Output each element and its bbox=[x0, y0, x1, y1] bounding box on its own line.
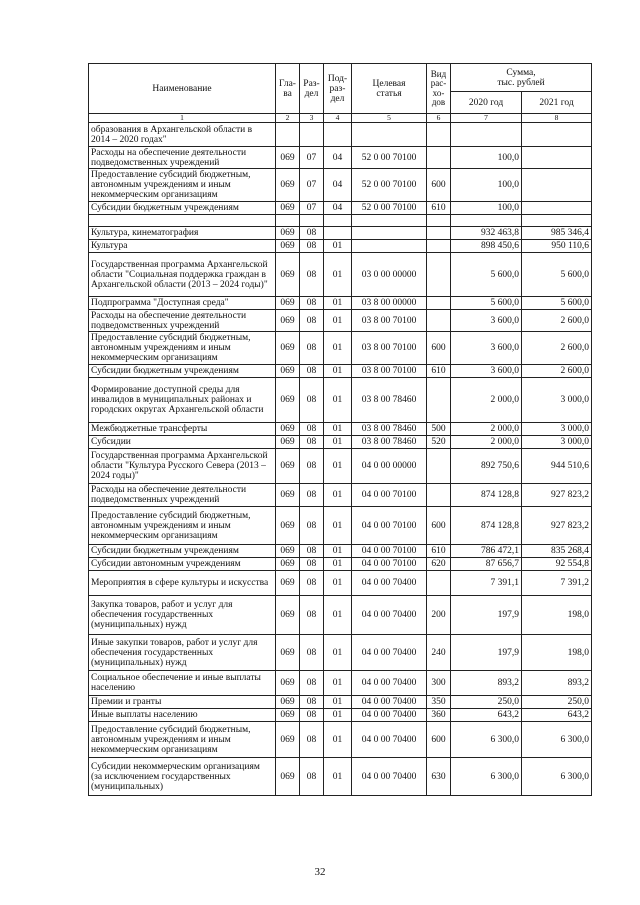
row-chapter: 069 bbox=[276, 507, 300, 545]
table-row bbox=[89, 758, 592, 796]
row-sum-2021 bbox=[522, 123, 592, 147]
row-expense-type: 600 bbox=[427, 722, 451, 758]
row-chapter: 069 bbox=[276, 240, 300, 253]
row-sum-2021: 7 391,2 bbox=[522, 571, 592, 596]
row-target-article bbox=[352, 227, 427, 240]
row-expense-type bbox=[427, 484, 451, 507]
row-subsection: 04 bbox=[324, 147, 352, 169]
row-expense-type: 600 bbox=[427, 169, 451, 202]
row-subsection bbox=[324, 215, 352, 227]
column-number: 2 bbox=[276, 114, 300, 123]
row-name: Субсидии бюджетным учреждениям bbox=[89, 545, 276, 558]
row-subsection bbox=[324, 123, 352, 147]
row-sum-2021: 927 823,2 bbox=[522, 507, 592, 545]
row-expense-type bbox=[427, 215, 451, 227]
row-name: Иные выплаты населению bbox=[89, 709, 276, 722]
row-target-article: 03 8 00 78460 bbox=[352, 378, 427, 423]
table-row bbox=[89, 436, 592, 449]
row-subsection: 04 bbox=[324, 202, 352, 215]
row-sum-2021: 985 346,4 bbox=[522, 227, 592, 240]
row-expense-type bbox=[427, 147, 451, 169]
row-chapter: 069 bbox=[276, 709, 300, 722]
row-sum-2020: 6 300,0 bbox=[451, 722, 522, 758]
row-expense-type bbox=[427, 310, 451, 332]
row-expense-type bbox=[427, 297, 451, 310]
row-sum-2020: 2 000,0 bbox=[451, 423, 522, 436]
row-name: Субсидии бюджетным учреждениям bbox=[89, 365, 276, 378]
row-expense-type bbox=[427, 253, 451, 297]
row-name: Межбюджетные трансферты bbox=[89, 423, 276, 436]
row-target-article: 04 0 00 70100 bbox=[352, 507, 427, 545]
row-chapter: 069 bbox=[276, 545, 300, 558]
row-sum-2021: 3 000,0 bbox=[522, 378, 592, 423]
row-subsection: 01 bbox=[324, 545, 352, 558]
row-section: 08 bbox=[300, 558, 324, 571]
row-expense-type bbox=[427, 378, 451, 423]
column-number: 7 bbox=[451, 114, 522, 123]
row-sum-2020: 3 600,0 bbox=[451, 310, 522, 332]
row-sum-2020: 197,9 bbox=[451, 635, 522, 671]
row-sum-2021: 250,0 bbox=[522, 696, 592, 709]
row-sum-2021: 6 300,0 bbox=[522, 722, 592, 758]
row-section: 08 bbox=[300, 722, 324, 758]
row-expense-type: 620 bbox=[427, 558, 451, 571]
row-section: 08 bbox=[300, 423, 324, 436]
row-sum-2021: 3 000,0 bbox=[522, 423, 592, 436]
row-section: 08 bbox=[300, 484, 324, 507]
row-name: Культура, кинематография bbox=[89, 227, 276, 240]
row-sum-2021: 5 600,0 bbox=[522, 297, 592, 310]
row-subsection: 01 bbox=[324, 240, 352, 253]
row-sum-2020: 3 600,0 bbox=[451, 365, 522, 378]
row-sum-2021: 198,0 bbox=[522, 635, 592, 671]
row-name: Культура bbox=[89, 240, 276, 253]
row-name: Подпрограмма "Доступная среда" bbox=[89, 297, 276, 310]
row-target-article: 03 8 00 78460 bbox=[352, 436, 427, 449]
table-row bbox=[89, 169, 592, 202]
row-sum-2020: 786 472,1 bbox=[451, 545, 522, 558]
row-section: 08 bbox=[300, 332, 324, 365]
row-chapter: 069 bbox=[276, 147, 300, 169]
row-target-article: 04 0 00 70400 bbox=[352, 722, 427, 758]
row-sum-2020: 5 600,0 bbox=[451, 297, 522, 310]
row-name: Субсидии автономным учреждениям bbox=[89, 558, 276, 571]
row-sum-2020: 5 600,0 bbox=[451, 253, 522, 297]
table-row bbox=[89, 545, 592, 558]
table-row bbox=[89, 558, 592, 571]
row-subsection: 01 bbox=[324, 758, 352, 796]
row-chapter: 069 bbox=[276, 571, 300, 596]
table-body bbox=[89, 123, 592, 796]
table-row bbox=[89, 709, 592, 722]
row-name: Мероприятия в сфере культуры и искусства bbox=[89, 571, 276, 596]
column-number: 6 bbox=[427, 114, 451, 123]
row-chapter: 069 bbox=[276, 378, 300, 423]
table-row bbox=[89, 147, 592, 169]
row-section: 08 bbox=[300, 709, 324, 722]
row-section: 07 bbox=[300, 202, 324, 215]
row-target-article: 04 0 00 70400 bbox=[352, 758, 427, 796]
row-sum-2020: 2 000,0 bbox=[451, 436, 522, 449]
row-sum-2020 bbox=[451, 215, 522, 227]
row-sum-2020: 100,0 bbox=[451, 147, 522, 169]
row-name: Закупка товаров, работ и услуг для обеспечения государственных (муниципальных) нужд bbox=[89, 596, 276, 635]
row-sum-2020: 6 300,0 bbox=[451, 758, 522, 796]
row-name bbox=[89, 215, 276, 227]
row-target-article: 04 0 00 70400 bbox=[352, 596, 427, 635]
row-sum-2020: 250,0 bbox=[451, 696, 522, 709]
row-expense-type: 610 bbox=[427, 545, 451, 558]
row-chapter: 069 bbox=[276, 558, 300, 571]
row-subsection: 01 bbox=[324, 696, 352, 709]
row-section: 08 bbox=[300, 378, 324, 423]
row-name: образования в Архангельской области в 2014 – 2020 годах" bbox=[89, 123, 276, 147]
row-section: 08 bbox=[300, 227, 324, 240]
row-target-article: 04 0 00 70100 bbox=[352, 558, 427, 571]
row-expense-type: 500 bbox=[427, 423, 451, 436]
row-subsection: 01 bbox=[324, 297, 352, 310]
row-section: 07 bbox=[300, 147, 324, 169]
row-section: 08 bbox=[300, 671, 324, 696]
row-chapter: 069 bbox=[276, 297, 300, 310]
row-name: Субсидии некоммерческим организациям (за исключением государственных (муниципальных) bbox=[89, 758, 276, 796]
header-name: Наименование bbox=[89, 64, 276, 114]
row-target-article: 03 8 00 70100 bbox=[352, 332, 427, 365]
row-chapter: 069 bbox=[276, 758, 300, 796]
row-expense-type bbox=[427, 571, 451, 596]
row-chapter: 069 bbox=[276, 423, 300, 436]
row-expense-type bbox=[427, 227, 451, 240]
page-number: 32 bbox=[314, 866, 326, 878]
row-chapter: 069 bbox=[276, 696, 300, 709]
row-name: Предоставление субсидий бюджетным, автономным учреждениям и иным некоммерческим организациям bbox=[89, 722, 276, 758]
header-target: Целевая статья bbox=[352, 64, 427, 114]
row-name: Расходы на обеспечение деятельности подведомственных учреждений bbox=[89, 147, 276, 169]
column-number: 3 bbox=[300, 114, 324, 123]
row-sum-2020: 87 656,7 bbox=[451, 558, 522, 571]
row-section: 08 bbox=[300, 365, 324, 378]
row-expense-type: 630 bbox=[427, 758, 451, 796]
row-subsection: 01 bbox=[324, 332, 352, 365]
row-name: Расходы на обеспечение деятельности подведомственных учреждений bbox=[89, 310, 276, 332]
header-year-2020: 2020 год bbox=[451, 92, 522, 114]
column-number: 1 bbox=[89, 114, 276, 123]
row-subsection: 01 bbox=[324, 507, 352, 545]
row-target-article: 04 0 00 70400 bbox=[352, 709, 427, 722]
table-row bbox=[89, 696, 592, 709]
row-sum-2021 bbox=[522, 169, 592, 202]
row-target-article bbox=[352, 215, 427, 227]
row-sum-2020: 874 128,8 bbox=[451, 484, 522, 507]
table-row bbox=[89, 297, 592, 310]
row-section: 07 bbox=[300, 169, 324, 202]
row-name: Субсидии bbox=[89, 436, 276, 449]
row-chapter: 069 bbox=[276, 332, 300, 365]
column-number: 8 bbox=[522, 114, 592, 123]
table-row bbox=[89, 722, 592, 758]
budget-table bbox=[88, 63, 592, 796]
row-chapter bbox=[276, 123, 300, 147]
row-chapter: 069 bbox=[276, 436, 300, 449]
row-section: 08 bbox=[300, 507, 324, 545]
row-name: Предоставление субсидий бюджетным, автономным учреждениям и иным некоммерческим организациям bbox=[89, 332, 276, 365]
header-expense-type: Вид рас- хо- дов bbox=[427, 64, 451, 114]
row-sum-2021: 3 000,0 bbox=[522, 436, 592, 449]
row-expense-type bbox=[427, 123, 451, 147]
row-target-article bbox=[352, 123, 427, 147]
table-row bbox=[89, 310, 592, 332]
row-sum-2021: 198,0 bbox=[522, 596, 592, 635]
row-sum-2021: 643,2 bbox=[522, 709, 592, 722]
row-sum-2020: 932 463,8 bbox=[451, 227, 522, 240]
table-row bbox=[89, 449, 592, 484]
row-subsection: 01 bbox=[324, 378, 352, 423]
row-name: Субсидии бюджетным учреждениям bbox=[89, 202, 276, 215]
header-sum: Сумма, тыс. рублей bbox=[451, 64, 592, 92]
row-chapter: 069 bbox=[276, 253, 300, 297]
row-target-article: 04 0 00 00000 bbox=[352, 449, 427, 484]
row-sum-2021: 92 554,8 bbox=[522, 558, 592, 571]
row-chapter: 069 bbox=[276, 484, 300, 507]
row-chapter bbox=[276, 215, 300, 227]
row-sum-2021: 5 600,0 bbox=[522, 253, 592, 297]
row-expense-type: 200 bbox=[427, 596, 451, 635]
row-sum-2020: 898 450,6 bbox=[451, 240, 522, 253]
row-name: Иные закупки товаров, работ и услуг для обеспечения государственных (муниципальных) нужд bbox=[89, 635, 276, 671]
row-sum-2021: 944 510,6 bbox=[522, 449, 592, 484]
column-number: 4 bbox=[324, 114, 352, 123]
row-name: Предоставление субсидий бюджетным, автономным учреждениям и иным некоммерческим организациям bbox=[89, 169, 276, 202]
table-row bbox=[89, 484, 592, 507]
row-expense-type: 600 bbox=[427, 332, 451, 365]
row-sum-2021: 835 268,4 bbox=[522, 545, 592, 558]
row-name: Формирование доступной среды для инвалидов в муниципальных районах и городских округах Архангельской области bbox=[89, 378, 276, 423]
row-subsection: 01 bbox=[324, 436, 352, 449]
row-subsection bbox=[324, 227, 352, 240]
table-row bbox=[89, 571, 592, 596]
row-expense-type: 600 bbox=[427, 507, 451, 545]
row-section: 08 bbox=[300, 449, 324, 484]
row-subsection: 01 bbox=[324, 709, 352, 722]
row-name: Социальное обеспечение и иные выплаты населению bbox=[89, 671, 276, 696]
row-sum-2021: 2 600,0 bbox=[522, 332, 592, 365]
row-target-article: 04 0 00 70400 bbox=[352, 696, 427, 709]
row-expense-type: 610 bbox=[427, 202, 451, 215]
row-sum-2020: 100,0 bbox=[451, 202, 522, 215]
table-row bbox=[89, 227, 592, 240]
row-target-article: 52 0 00 70100 bbox=[352, 202, 427, 215]
header-subsection: Под- раз- дел bbox=[324, 64, 352, 114]
row-target-article: 03 8 00 70100 bbox=[352, 365, 427, 378]
row-subsection: 04 bbox=[324, 169, 352, 202]
row-expense-type: 610 bbox=[427, 365, 451, 378]
row-sum-2021 bbox=[522, 147, 592, 169]
row-subsection: 01 bbox=[324, 449, 352, 484]
row-chapter: 069 bbox=[276, 449, 300, 484]
row-subsection: 01 bbox=[324, 596, 352, 635]
row-expense-type bbox=[427, 449, 451, 484]
row-sum-2021 bbox=[522, 215, 592, 227]
row-section: 08 bbox=[300, 253, 324, 297]
row-chapter: 069 bbox=[276, 671, 300, 696]
row-section bbox=[300, 123, 324, 147]
row-target-article bbox=[352, 240, 427, 253]
row-chapter: 069 bbox=[276, 227, 300, 240]
table-row bbox=[89, 240, 592, 253]
row-target-article: 04 0 00 70100 bbox=[352, 545, 427, 558]
row-sum-2021: 2 600,0 bbox=[522, 365, 592, 378]
row-sum-2020: 3 600,0 bbox=[451, 332, 522, 365]
row-section: 08 bbox=[300, 635, 324, 671]
row-chapter: 069 bbox=[276, 310, 300, 332]
row-target-article: 03 8 00 00000 bbox=[352, 297, 427, 310]
row-subsection: 01 bbox=[324, 310, 352, 332]
table-row bbox=[89, 123, 592, 147]
row-target-article: 52 0 00 70100 bbox=[352, 147, 427, 169]
row-name: Предоставление субсидий бюджетным, автономным учреждениям и иным некоммерческим организациям bbox=[89, 507, 276, 545]
row-sum-2020: 643,2 bbox=[451, 709, 522, 722]
row-expense-type: 520 bbox=[427, 436, 451, 449]
header-year-2021: 2021 год bbox=[522, 92, 592, 114]
table-row bbox=[89, 423, 592, 436]
row-subsection: 01 bbox=[324, 484, 352, 507]
row-chapter: 069 bbox=[276, 202, 300, 215]
row-sum-2020: 2 000,0 bbox=[451, 378, 522, 423]
table-row bbox=[89, 635, 592, 671]
table-header bbox=[89, 64, 592, 123]
row-sum-2020: 197,9 bbox=[451, 596, 522, 635]
row-sum-2021 bbox=[522, 202, 592, 215]
row-name: Государственная программа Архангельской области "Культура Русского Севера (2013 – 2024 годы)" bbox=[89, 449, 276, 484]
table-row bbox=[89, 365, 592, 378]
row-target-article: 04 0 00 70400 bbox=[352, 671, 427, 696]
row-section: 08 bbox=[300, 545, 324, 558]
row-sum-2020: 874 128,8 bbox=[451, 507, 522, 545]
row-section: 08 bbox=[300, 310, 324, 332]
row-sum-2020: 7 391,1 bbox=[451, 571, 522, 596]
table-row bbox=[89, 253, 592, 297]
row-target-article: 04 0 00 70400 bbox=[352, 635, 427, 671]
row-chapter: 069 bbox=[276, 169, 300, 202]
row-sum-2020: 893,2 bbox=[451, 671, 522, 696]
row-target-article: 03 8 00 78460 bbox=[352, 423, 427, 436]
row-expense-type: 360 bbox=[427, 709, 451, 722]
row-target-article: 03 0 00 00000 bbox=[352, 253, 427, 297]
row-chapter: 069 bbox=[276, 635, 300, 671]
row-subsection: 01 bbox=[324, 253, 352, 297]
row-section: 08 bbox=[300, 696, 324, 709]
row-sum-2021: 927 823,2 bbox=[522, 484, 592, 507]
table-row bbox=[89, 596, 592, 635]
row-subsection: 01 bbox=[324, 423, 352, 436]
row-target-article: 52 0 00 70100 bbox=[352, 169, 427, 202]
row-expense-type: 300 bbox=[427, 671, 451, 696]
row-sum-2021: 6 300,0 bbox=[522, 758, 592, 796]
header-chapter: Гла- ва bbox=[276, 64, 300, 114]
row-section: 08 bbox=[300, 758, 324, 796]
row-sum-2021: 950 110,6 bbox=[522, 240, 592, 253]
row-name: Расходы на обеспечение деятельности подведомственных учреждений bbox=[89, 484, 276, 507]
row-expense-type: 240 bbox=[427, 635, 451, 671]
row-chapter: 069 bbox=[276, 722, 300, 758]
row-chapter: 069 bbox=[276, 596, 300, 635]
row-expense-type: 350 bbox=[427, 696, 451, 709]
row-sum-2020: 892 750,6 bbox=[451, 449, 522, 484]
blank-row bbox=[89, 215, 592, 227]
row-chapter: 069 bbox=[276, 365, 300, 378]
table-row bbox=[89, 507, 592, 545]
row-target-article: 04 0 00 70100 bbox=[352, 484, 427, 507]
table-row bbox=[89, 378, 592, 423]
row-section: 08 bbox=[300, 436, 324, 449]
row-subsection: 01 bbox=[324, 722, 352, 758]
row-subsection: 01 bbox=[324, 558, 352, 571]
row-subsection: 01 bbox=[324, 671, 352, 696]
row-section: 08 bbox=[300, 596, 324, 635]
row-section: 08 bbox=[300, 571, 324, 596]
row-sum-2020: 100,0 bbox=[451, 169, 522, 202]
row-section: 08 bbox=[300, 297, 324, 310]
column-number-row bbox=[89, 114, 592, 123]
row-section: 08 bbox=[300, 240, 324, 253]
row-section bbox=[300, 215, 324, 227]
row-sum-2021: 2 600,0 bbox=[522, 310, 592, 332]
table-row bbox=[89, 671, 592, 696]
row-subsection: 01 bbox=[324, 571, 352, 596]
row-sum-2021: 893,2 bbox=[522, 671, 592, 696]
row-target-article: 04 0 00 70400 bbox=[352, 571, 427, 596]
row-name: Премии и гранты bbox=[89, 696, 276, 709]
row-subsection: 01 bbox=[324, 365, 352, 378]
header-section: Раз- дел bbox=[300, 64, 324, 114]
column-number: 5 bbox=[352, 114, 427, 123]
row-target-article: 03 8 00 70100 bbox=[352, 310, 427, 332]
row-subsection: 01 bbox=[324, 635, 352, 671]
row-expense-type bbox=[427, 240, 451, 253]
table-row bbox=[89, 332, 592, 365]
table-row bbox=[89, 202, 592, 215]
row-sum-2020 bbox=[451, 123, 522, 147]
row-name: Государственная программа Архангельской области "Социальная поддержка граждан в Архангельской области (2013 – 2024 годы)" bbox=[89, 253, 276, 297]
